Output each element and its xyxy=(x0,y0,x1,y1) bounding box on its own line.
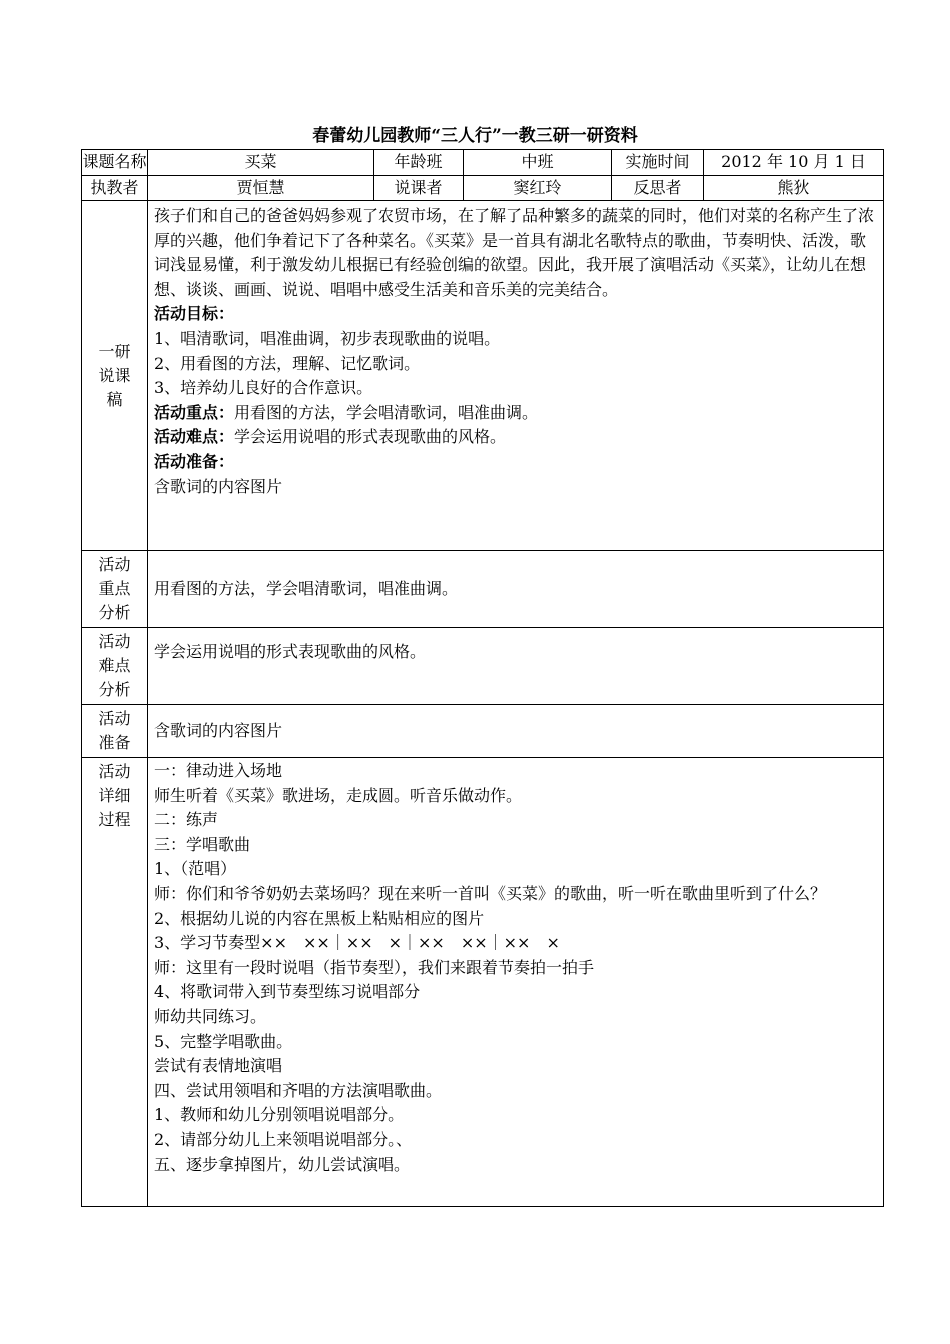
speaker-label: 说课者 xyxy=(374,175,464,201)
reflector-label: 反思者 xyxy=(612,175,704,201)
section-label-process: 活动 详细 过程 xyxy=(82,758,148,1207)
lesson-draft-content xyxy=(148,201,884,551)
difficulty-line: 活动难点：学会运用说唱的形式表现歌曲的风格。 xyxy=(154,427,507,447)
process-line: 三：学唱歌曲 xyxy=(154,834,251,854)
preparation-section-text: 含歌词的内容图片 xyxy=(148,705,884,758)
process-line: 师：这里有一段时说唱（指节奏型），我们来跟着节奏拍一拍手 xyxy=(154,957,595,977)
speaker-value: 窦红玲 xyxy=(464,175,612,201)
process-line: 五、逐步拿掉图片，幼儿尝试演唱。 xyxy=(154,1154,411,1174)
preparation-heading: 活动准备： xyxy=(154,451,235,471)
goal-item: 3、培养幼儿良好的合作意识。 xyxy=(154,378,373,398)
process-line: 尝试有表情地演唱 xyxy=(154,1056,283,1076)
date-label: 实施时间 xyxy=(612,150,704,176)
process-line: 二：练声 xyxy=(154,810,219,830)
process-line: 2、请部分幼儿上来领唱说唱部分。、 xyxy=(154,1129,413,1149)
age-label: 年龄班 xyxy=(374,150,464,176)
section-difficulty-analysis xyxy=(82,628,884,705)
goals-heading: 活动目标： xyxy=(154,304,235,324)
topic-value: 买菜 xyxy=(148,150,374,176)
process-line: 师生听着《买菜》歌进场，走成圆。听音乐做动作。 xyxy=(154,785,523,805)
date-value: 2012 年 10 月 1 日 xyxy=(704,150,884,176)
document-title: 春蕾幼儿园教师“三人行”一教三研一研资料 xyxy=(312,126,638,146)
section-label-preparation: 活动 准备 xyxy=(82,705,148,758)
topic-label: 课题名称 xyxy=(82,150,148,176)
header-row-2 xyxy=(82,175,884,201)
process-content xyxy=(148,758,884,1207)
section-preparation xyxy=(82,705,884,758)
intro-paragraph: 孩子们和自己的爸爸妈妈参观了农贸市场，在了解了品种繁多的蔬菜的同时，他们对菜的名称产生了浓厚的兴趣，他们争着记下了各种菜名。《买菜》是一首具有湖北名歌特点的歌曲，节奏明快、活泼，歌词浅显易懂，利于激发幼儿根据已有经验创编的欲望。因此，我开展了演唱活动《买菜》，让幼儿在想想、谈谈、画画、说说、唱唱中感受生活美和音乐美的完美结合。 xyxy=(154,206,875,299)
process-line: 5、完整学唱歌曲。 xyxy=(154,1031,293,1051)
section-key-analysis xyxy=(82,551,884,628)
preparation-text: 含歌词的内容图片 xyxy=(154,476,283,496)
process-line: 1、（范唱） xyxy=(154,859,237,879)
lesson-table xyxy=(81,149,884,1207)
process-line: 1、教师和幼儿分别领唱说唱部分。 xyxy=(154,1105,405,1125)
process-line: 3、学习节奏型×× ××｜×× ×｜×× ××｜×× × xyxy=(154,933,560,953)
reflector-value: 熊狄 xyxy=(704,175,884,201)
teacher-label: 执教者 xyxy=(82,175,148,201)
section-label-draft: 一研 说课 稿 xyxy=(82,201,148,551)
process-line: 2、根据幼儿说的内容在黑板上粘贴相应的图片 xyxy=(154,908,485,928)
section-process xyxy=(82,758,884,1207)
key-point-line: 活动重点：用看图的方法，学会唱清歌词，唱准曲调。 xyxy=(154,402,539,422)
process-line: 4、将歌词带入到节奏型练习说唱部分 xyxy=(154,982,421,1002)
key-analysis-text: 用看图的方法，学会唱清歌词，唱准曲调。 xyxy=(148,551,884,628)
process-line: 师：你们和爷爷奶奶去菜场吗？现在来听一首叫《买菜》的歌曲，听一听在歌曲里听到了什么？ xyxy=(154,883,827,903)
age-value: 中班 xyxy=(464,150,612,176)
section-label-difficulty: 活动 难点 分析 xyxy=(82,628,148,705)
goal-item: 2、用看图的方法，理解、记忆歌词。 xyxy=(154,353,421,373)
goal-item: 1、唱清歌词，唱准曲调，初步表现歌曲的说唱。 xyxy=(154,328,501,348)
process-line: 四、尝试用领唱和齐唱的方法演唱歌曲。 xyxy=(154,1080,443,1100)
section-lesson-draft xyxy=(82,201,884,551)
header-row-1 xyxy=(82,150,884,176)
teacher-value: 贾恒慧 xyxy=(148,175,374,201)
section-label-key: 活动 重点 分析 xyxy=(82,551,148,628)
process-line: 师幼共同练习。 xyxy=(154,1006,267,1026)
process-line: 一：律动进入场地 xyxy=(154,761,283,780)
difficulty-analysis-text: 学会运用说唱的形式表现歌曲的风格。 xyxy=(148,628,884,705)
